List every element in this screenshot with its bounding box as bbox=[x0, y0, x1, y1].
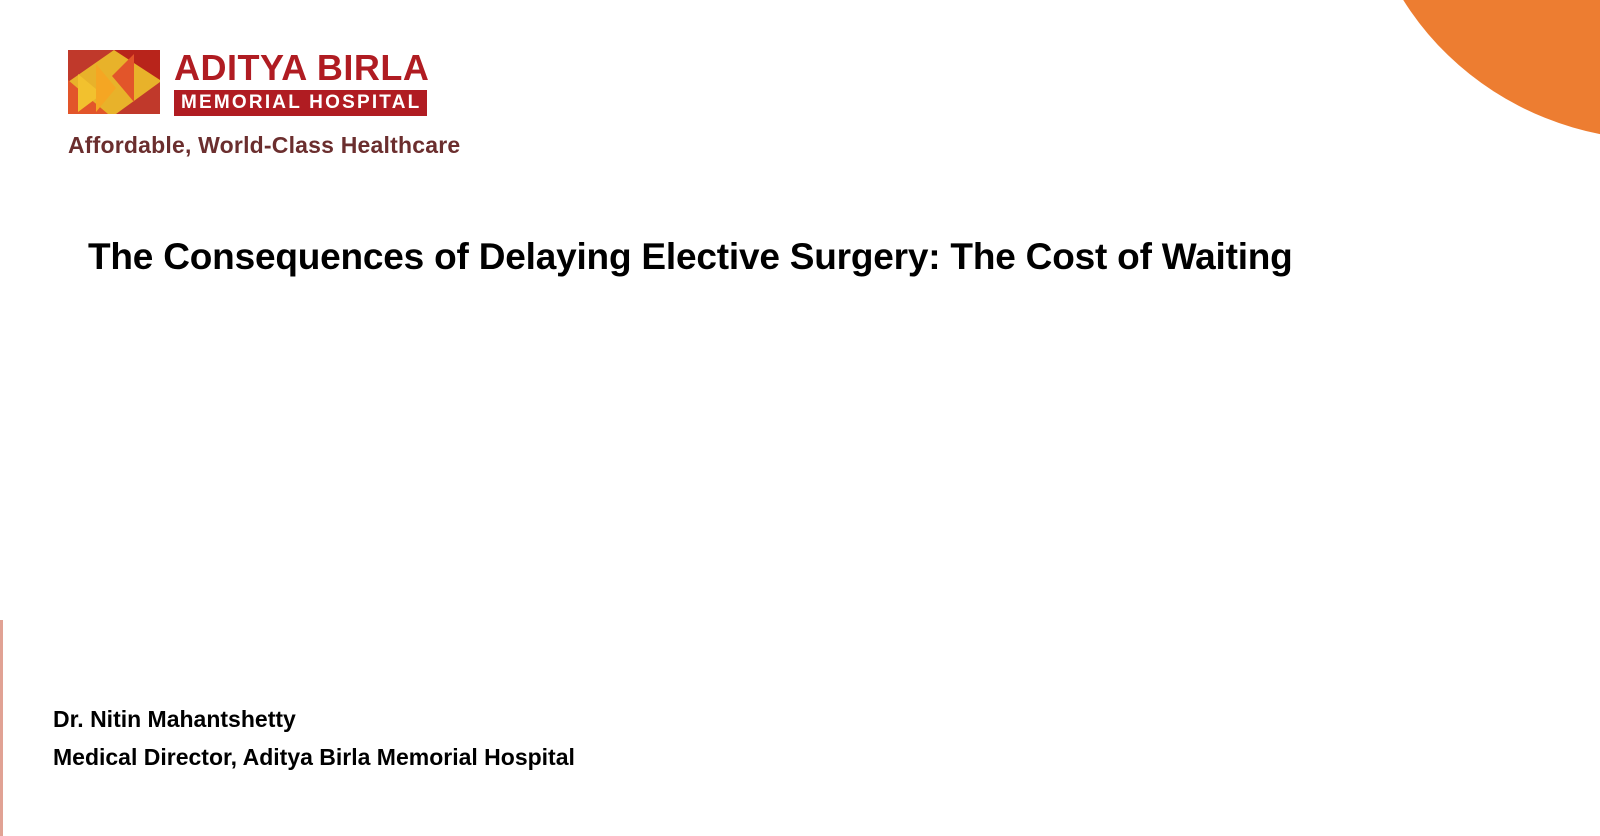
aditya-birla-sunburst-icon bbox=[68, 50, 160, 114]
orange-corner-decoration bbox=[1360, 0, 1600, 140]
logo-tagline: Affordable, World-Class Healthcare bbox=[68, 132, 461, 158]
logo-subtitle: MEMORIAL HOSPITAL bbox=[174, 90, 427, 116]
page-title: The Consequences of Delaying Elective Surgery: The Cost of Waiting bbox=[88, 235, 1293, 277]
presenter-role: Medical Director, Aditya Birla Memorial Hospital bbox=[53, 744, 575, 770]
logo-row bbox=[68, 48, 488, 120]
presenter-block bbox=[53, 700, 575, 776]
presenter-name: Dr. Nitin Mahantshetty bbox=[53, 706, 296, 732]
logo-text bbox=[174, 48, 429, 120]
logo-name: ADITYA BIRLA bbox=[174, 47, 430, 88]
left-accent-line bbox=[0, 620, 3, 836]
hospital-logo bbox=[68, 48, 488, 159]
